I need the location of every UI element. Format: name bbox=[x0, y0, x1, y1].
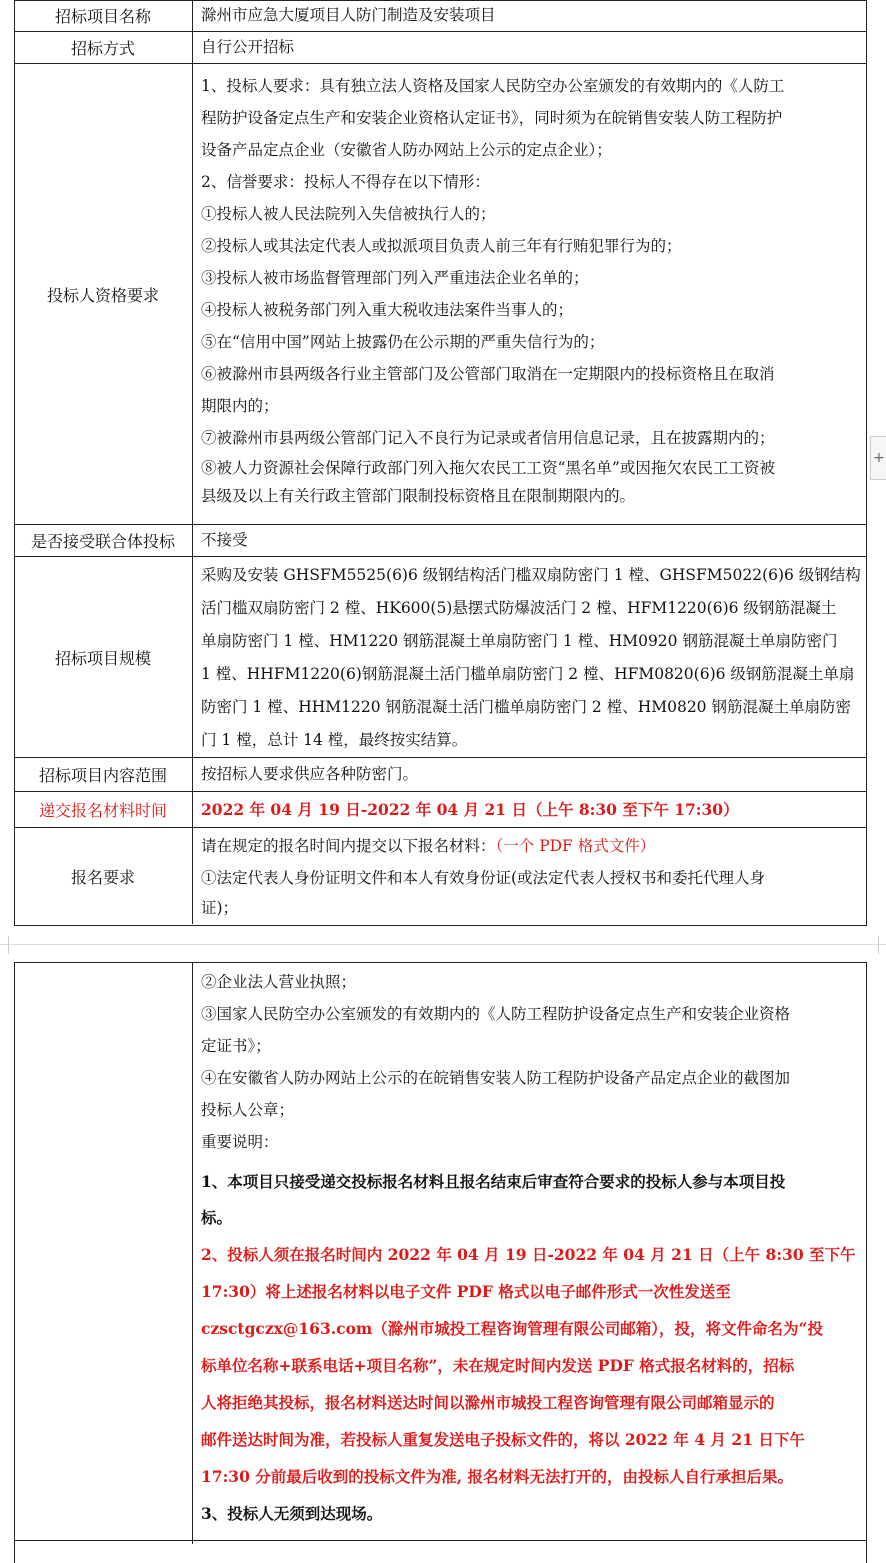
content-line: 按招标人要求供应各种防密门。 bbox=[201, 765, 419, 783]
row-label: 报名要求 bbox=[14, 828, 193, 924]
content-line: ②企业法人营业执照； bbox=[201, 973, 357, 991]
row-content bbox=[193, 758, 867, 791]
content-intro-red: （一个 PDF 格式文件） bbox=[495, 837, 656, 855]
row-label: 招标项目规模 bbox=[14, 557, 193, 757]
content-line: 采购及安装 GHSFM5525(6)6 级钢结构活门槛双扇防密门 1 樘、GHSFM5022(6)6 级钢结构 bbox=[201, 566, 861, 584]
row-content bbox=[193, 0, 867, 31]
row-label: 招标项目名称 bbox=[14, 0, 193, 31]
row-content bbox=[193, 962, 867, 1544]
row-content bbox=[193, 792, 867, 827]
row-content bbox=[193, 64, 867, 524]
table-bottom-line bbox=[14, 1540, 867, 1541]
row-label: 是否接受联合体投标 bbox=[14, 525, 193, 556]
content-line: ①法定代表人身份证明文件和本人有效身份证(或法定代表人授权书和委托代理人身 bbox=[201, 869, 766, 887]
content-line: ④投标人被税务部门列入重大税收违法案件当事人的； bbox=[201, 301, 574, 319]
content-line: 自行公开招标 bbox=[201, 38, 295, 56]
content-line: ③国家人民防空办公室颁发的有效期内的《人防工程防护设备定点生产和安装企业资格 bbox=[201, 1005, 791, 1023]
content-line: 县级及以上有关行政主管部门限制投标资格且在限制期限内的。 bbox=[201, 487, 636, 505]
content-line: 程防护设备定点生产和安装企业资格认定证书》，同时须为在皖销售安装人防工程防护 bbox=[201, 109, 783, 127]
content-line: 17:30）将上述报名材料以电子文件 PDF 格式以电子邮件形式一次性发送至 bbox=[201, 1282, 731, 1301]
content-line: 邮件送达时间为准，若投标人重复发送电子投标文件的，将以 2022 年 4 月 21 日下午 bbox=[201, 1430, 805, 1449]
content-line: ②投标人或其法定代表人或拟派项目负责人前三年有行贿犯罪行为的； bbox=[201, 237, 682, 255]
row-label: 投标人资格要求 bbox=[14, 64, 193, 524]
content-line: 2、投标人须在报名时间内 2022 年 04 月 19 日-2022 年 04 月 21 日（上午 8:30 至下午 bbox=[201, 1245, 856, 1264]
row-content bbox=[193, 828, 867, 924]
content-line: 活门槛双扇防密门 2 樘、HK600(5)悬摆式防爆波活门 2 樘、HFM1220(6)6 级钢筋混凝土 bbox=[201, 599, 837, 617]
content-line: 定证书》； bbox=[201, 1037, 271, 1055]
content-line: ⑧被人力资源社会保障行政部门列入拖欠农民工工资“黑名单”或因拖欠农民工工资被 bbox=[201, 459, 775, 477]
content-line: 2、信誉要求：投标人不得存在以下情形： bbox=[201, 173, 490, 191]
content-line: ④在安徽省人防办网站上公示的在皖销售安装人防工程防护设备产品定点企业的截图加 bbox=[201, 1069, 791, 1087]
content-line: 3、投标人无须到达现场。 bbox=[201, 1504, 383, 1523]
page-separator bbox=[0, 944, 886, 945]
content-line: 标。 bbox=[201, 1208, 233, 1227]
row-label: 招标项目内容范围 bbox=[14, 758, 193, 791]
table-row bbox=[14, 64, 867, 525]
content-line: ③投标人被市场监督管理部门列入严重违法企业名单的； bbox=[201, 269, 589, 287]
content-line: ⑦被滁州市县两级公管部门记入不良行为记录或者信用信息记录，且在披露期内的； bbox=[201, 429, 775, 447]
content-line: 1 樘、HHFM1220(6)钢筋混凝土活门槛单扇防密门 2 樘、HFM0820(6)6 级钢筋混凝土单扇 bbox=[201, 665, 855, 683]
table-row bbox=[14, 32, 867, 64]
expand-button[interactable]: + bbox=[870, 436, 886, 480]
content-line: 2022 年 04 月 19 日-2022 年 04 月 21 日（上午 8:30 至下午 17:30） bbox=[201, 800, 739, 819]
content-line: 重要说明： bbox=[201, 1133, 279, 1151]
row-label-empty bbox=[14, 962, 193, 1544]
content-line: 17:30 分前最后收到的投标文件为准, 报名材料无法打开的，由投标人自行承担后果。 bbox=[201, 1467, 794, 1486]
content-line: 1、本项目只接受递交投标报名材料且报名结束后审查符合要求的投标人参与本项目投 bbox=[201, 1172, 786, 1191]
table-row bbox=[14, 0, 867, 32]
content-line: 投标人公章； bbox=[201, 1101, 295, 1119]
row-label: 递交报名材料时间 bbox=[14, 792, 193, 827]
content-line: 不接受 bbox=[201, 531, 248, 549]
table-row bbox=[14, 828, 867, 924]
table-row bbox=[14, 525, 867, 557]
content-line: 单扇防密门 1 樘、HM1220 钢筋混凝土单扇防密门 1 樘、HM0920 钢筋混凝土单扇防密门 bbox=[201, 632, 838, 650]
content-intro: 请在规定的报名时间内提交以下报名材料： bbox=[201, 837, 496, 855]
content-line: 门 1 樘，总计 14 樘，最终按实结算。 bbox=[201, 731, 468, 749]
row-content bbox=[193, 525, 867, 556]
content-line: ⑤在“信用中国”网站上披露仍在公示期的严重失信行为的； bbox=[201, 333, 605, 351]
table-row bbox=[14, 962, 867, 1544]
content-line: 设备产品定点企业（安徽省人防办网站上公示的定点企业）； bbox=[201, 141, 612, 159]
document-page-2 bbox=[14, 962, 867, 1552]
content-line: 人将拒绝其投标，报名材料送达时间以滁州市城投工程咨询管理有限公司邮箱显示的 bbox=[201, 1393, 775, 1412]
content-line: 1、投标人要求：具有独立法人资格及国家人民防空办公室颁发的有效期内的《人防工 bbox=[201, 77, 785, 95]
content-line bbox=[201, 830, 861, 862]
page-corner-mark bbox=[8, 936, 9, 954]
content-line: 标单位名称+联系电话+项目名称”，未在规定时间内发送 PDF 格式报名材料的，招标 bbox=[201, 1356, 795, 1375]
content-line: 证)； bbox=[201, 899, 239, 917]
page-corner-mark bbox=[878, 936, 879, 954]
table-row bbox=[14, 758, 867, 792]
row-content bbox=[193, 32, 867, 63]
table-row bbox=[14, 557, 867, 758]
content-line: 滁州市应急大厦项目人防门制造及安装项目 bbox=[201, 6, 496, 24]
content-line: czsctgczx@163.com（滁州市城投工程咨询管理有限公司邮箱），投，将文件命名为“投 bbox=[201, 1319, 823, 1338]
row-content bbox=[193, 557, 867, 757]
content-line: ①投标人被人民法院列入失信被执行人的； bbox=[201, 205, 496, 223]
content-line: 期限内的； bbox=[201, 397, 279, 415]
row-label: 招标方式 bbox=[14, 32, 193, 63]
content-line: 防密门 1 樘、HHM1220 钢筋混凝土活门槛单扇防密门 2 樘、HM0820 钢筋混凝土单扇防密 bbox=[201, 698, 851, 716]
document-page-1 bbox=[14, 0, 867, 926]
table-row bbox=[14, 792, 867, 828]
content-line: ⑥被滁州市县两级各行业主管部门及公管部门取消在一定期限内的投标资格且在取消 bbox=[201, 365, 775, 383]
